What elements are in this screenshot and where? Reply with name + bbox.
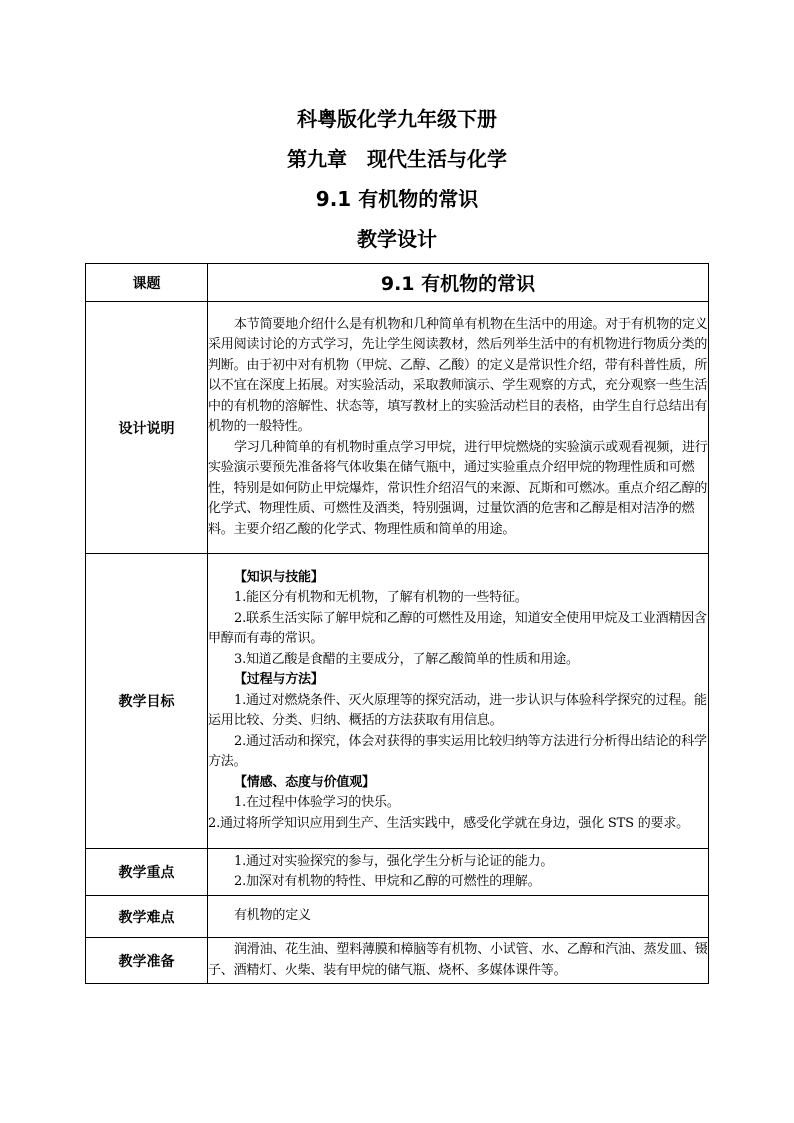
- book-title: 科粤版化学九年级下册: [297, 107, 497, 131]
- objective-item: 2.联系生活实际了解甲烷和乙醇的可燃性及用途，知道安全使用甲烷及工业酒精因含甲醇而有毒的常识。: [208, 610, 707, 647]
- preparation-label: 教学准备: [86, 938, 208, 984]
- lesson-plan-table: [85, 263, 709, 984]
- design-label: 设计说明: [86, 302, 208, 554]
- key-points-content: [208, 849, 709, 896]
- table-row-design: [86, 302, 709, 554]
- topic-label: 课题: [86, 264, 208, 302]
- objective-item: 1.在过程中体验学习的快乐。: [234, 795, 400, 811]
- key-points-label: 教学重点: [86, 849, 208, 896]
- table-row-preparation: [86, 938, 709, 984]
- objectives-section-title: 【过程与方法】: [234, 672, 324, 688]
- key-point-item: 2.加深对有机物的特性、甲烷和乙醇的可燃性的理解。: [234, 874, 541, 889]
- objective-item: 2.通过将所学知识应用到生产、生活实践中，感受化学就在身边，强化 STS 的要求。: [208, 815, 689, 831]
- objective-item: 3.知道乙酸是食醋的主要成分，了解乙酸简单的性质和用途。: [234, 651, 579, 667]
- difficulties-label: 教学难点: [86, 896, 208, 938]
- document-type-title: 教学设计: [357, 227, 437, 251]
- preparation-content: [208, 938, 709, 984]
- table-row-objectives: [86, 554, 709, 849]
- design-paragraph: 本节简要地介绍什么是有机物和几种简单有机物在生活中的用途。对于有机物的定义采用阅读讨论的方式学习，先让学生阅读教材，然后列举生活中的有机物进行物质分类的判断。由于初中对有机物（甲烷、乙醇、乙酸）的定义是常识性介绍，带有科普性质，所以不宜在深度上拓展。对实验活动，采取教师演示、学生观察的方式，充分观察一些生活中的有机物的溶解性、状态等，填写教材上的实验活动栏目的表格，由学生自行总结出有机物的一般特性。: [208, 316, 708, 435]
- table-row-difficulties: [86, 896, 709, 938]
- chapter-title: 第九章 现代生活与化学: [287, 147, 507, 171]
- objective-item: 1.能区分有机物和无机物，了解有机物的一些特征。: [234, 590, 528, 606]
- design-paragraph: 学习几种简单的有机物时重点学习甲烷，进行甲烷燃烧的实验演示或观看视频，进行实验演示要预先准备将气体收集在储气瓶中，通过实验重点介绍甲烷的物理性质和可燃性，特别是如何防止甲烷爆炸，常识性介绍沼气的来源、瓦斯和可燃冰。重点介绍乙醇的化学式、物理性质、可燃性及酒类，特别强调，过量饮酒的危害和乙醇是相对洁净的燃料。主要介绍乙酸的化学式、物理性质和简单的用途。: [208, 439, 708, 537]
- objectives-content: [208, 554, 709, 849]
- topic-value: 9.1 有机物的常识: [208, 264, 709, 302]
- document-header: [0, 104, 794, 264]
- difficulties-content: [208, 896, 709, 938]
- table-row-key-points: [86, 849, 709, 896]
- objectives-section-title: 【情感、态度与价值观】: [234, 774, 375, 790]
- objective-item: 2.通过活动和探究，体会对获得的事实运用比较归纳等方法进行分析得出结论的科学方法。: [208, 733, 707, 770]
- section-title: 9.1 有机物的常识: [315, 187, 479, 211]
- design-content: [208, 302, 709, 554]
- objectives-section-title: 【知识与技能】: [234, 569, 324, 585]
- difficulty-text: 有机物的定义: [234, 908, 311, 924]
- table-row-topic: [86, 264, 709, 302]
- key-point-item: 1.通过对实验探究的参与，强化学生分析与论证的能力。: [234, 853, 554, 869]
- preparation-text: 润滑油、花生油、塑料薄膜和樟脑等有机物、小试管、水、乙醇和汽油、蒸发皿、镊子、酒精灯、火柴、装有甲烷的储气瓶、烧杯、多媒体课件等。: [208, 942, 708, 978]
- objectives-label: 教学目标: [86, 554, 208, 849]
- objective-item: 1.通过对燃烧条件、灭火原理等的探究活动，进一步认识与体验科学探究的过程。能运用比较、分类、归纳、概括的方法获取有用信息。: [208, 692, 707, 729]
